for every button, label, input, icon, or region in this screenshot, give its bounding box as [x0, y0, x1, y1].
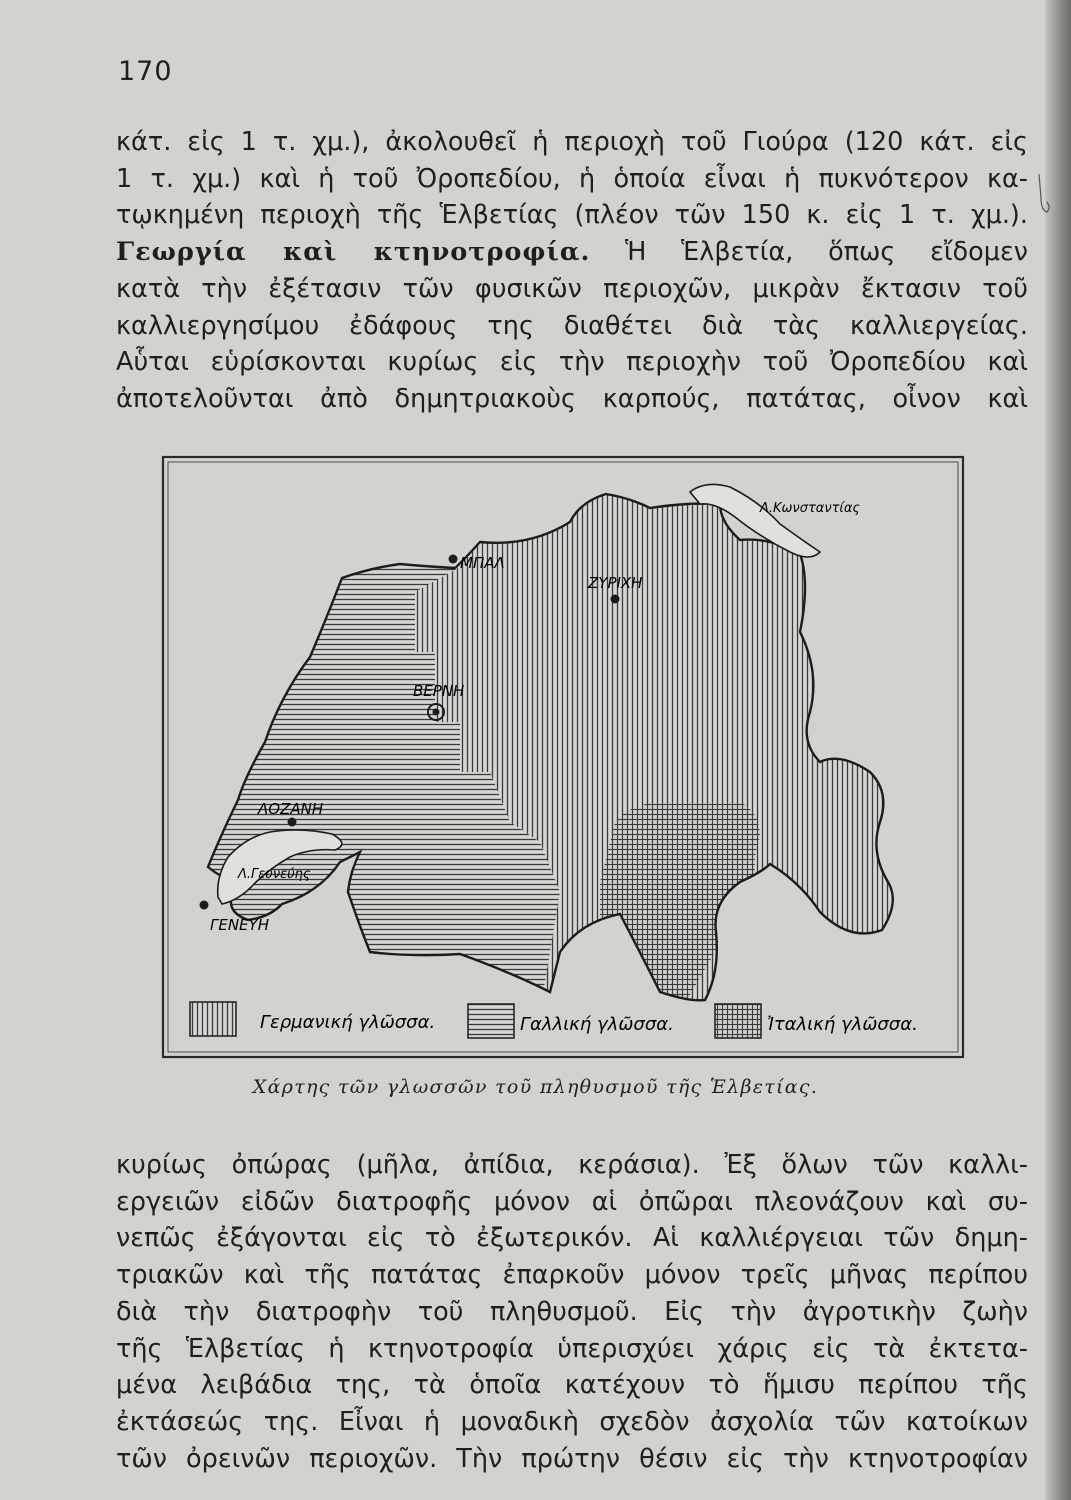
- lake-geneva-label: Λ.Γευνεύης: [238, 867, 311, 882]
- italian-speaking-region: [600, 802, 760, 1012]
- paragraph-line: κυρίως ὀπώρας (μῆλα, ἀπίδια, κεράσια). Ἐξ ὅλων τῶν καλλι-: [116, 1150, 1028, 1180]
- lausanne-marker: [288, 818, 297, 827]
- lake-constance-label: Λ.Κωνσταντίας: [760, 501, 861, 516]
- paragraph-line: εργειῶν εἰδῶν διατροφῆς μόνον αἱ ὀπῶραι πλεονάζουν καὶ συ-: [116, 1186, 1028, 1217]
- paragraph-line: τῆς Ἑλβετίας ἡ κτηνοτροφία ὑπερισχύει χάρις εἰς τὰ ἐκτετα-: [116, 1333, 1028, 1364]
- margin-pencil-mark: [1035, 172, 1055, 232]
- paragraph-bottom: [116, 1147, 1028, 1477]
- paragraph-line: διὰ τὴν διατροφὴν τοῦ πληθυσμοῦ. Εἰς τὴν ἀγροτικὴν ζωὴν: [116, 1296, 1028, 1327]
- paragraph-line: ἐκτάσεώς της. Εἶναι ἡ μοναδικὴ σχεδὸν ἀσχολία τῶν κατοίκων: [116, 1406, 1028, 1437]
- paragraph-line: κατὰ τὴν ἐξέτασιν τῶν φυσικῶν περιοχῶν, μικρὰν ἔκτασιν τοῦ: [116, 273, 1028, 304]
- bern-label: ΒΕΡΝΗ: [413, 682, 465, 700]
- zurich-label: ΖΥΡΙΧΗ: [588, 574, 643, 592]
- geneva-marker: [200, 901, 209, 910]
- paragraph-line: τῳκημένη περιοχὴ τῆς Ἑλβετίας (πλέον τῶν 150 κ. εἰς 1 τ. χμ.).: [116, 200, 1028, 231]
- basel-marker: [449, 555, 458, 564]
- legend-french-swatch: [468, 1004, 514, 1038]
- heading-line-text: Ἡ Ἑλβετία, ὅπως εἴδομεν: [625, 237, 1028, 268]
- paragraph-line: τῶν ὀρεινῶν περιοχῶν. Τὴν πρώτην θέσιν εἰς τὴν κτηνοτροφίαν: [116, 1443, 1028, 1474]
- page-number: 170: [118, 56, 173, 87]
- legend-italian-swatch: [715, 1004, 761, 1038]
- lausanne-label: ΛΟΖΑΝΗ: [258, 800, 324, 818]
- geneva-label: ΓΕΝΕΥΗ: [210, 916, 269, 934]
- basel-label: ΜΠΑΛ: [460, 554, 505, 572]
- paragraph-line: 1 τ. χμ.) καὶ ἡ τοῦ Ὀροπεδίου, ἡ ὁποία εἶναι ἡ πυκνότερον κα-: [116, 163, 1028, 194]
- paragraph-top: [116, 124, 1028, 418]
- map-caption: Χάρτης τῶν γλωσσῶν τοῦ πληθυσμοῦ τῆς Ἑλβετίας.: [252, 1076, 819, 1098]
- zurich-marker: [611, 595, 620, 604]
- section-heading: Γεωργία καὶ κτηνοτροφία.: [116, 237, 591, 268]
- legend-french-label: Γαλλική γλῶσσα.: [520, 1014, 674, 1035]
- paragraph-line: ἀποτελοῦνται ἀπὸ δημητριακοὺς καρπούς, πατάτας, οἶνον καὶ: [116, 383, 1028, 414]
- paragraph-line: νεπῶς ἐξάγονται εἰς τὸ ἐξωτερικόν. Αἱ καλλιέργειαι τῶν δημη-: [116, 1223, 1028, 1254]
- legend-italian-label: Ἰταλική γλῶσσα.: [767, 1014, 918, 1035]
- paragraph-line: κάτ. εἰς 1 τ. χμ.), ἀκολουθεῖ ἡ περιοχὴ τοῦ Γιούρα (120 κάτ. εἰς: [116, 127, 1028, 157]
- switzerland-language-map: [160, 452, 966, 1062]
- paragraph-line: μένα λειβάδια της, τὰ ὁποῖα κατέχουν τὸ ἥμισυ περίπου τῆς: [116, 1370, 1028, 1401]
- paragraph-line: Αὗται εὑρίσκονται κυρίως εἰς τὴν περιοχὴν τοῦ Ὀροπεδίου καὶ: [116, 347, 1028, 378]
- legend-german-swatch: [190, 1002, 236, 1036]
- legend-german-label: Γερμανική γλῶσσα.: [260, 1012, 436, 1033]
- section-heading-line: [116, 234, 1028, 271]
- paragraph-line: τριακῶν καὶ τῆς πατάτας ἐπαρκοῦν μόνον τρεῖς μῆνας περίπου: [116, 1260, 1028, 1291]
- paragraph-line: καλλιεργησίμου ἐδάφους της διαθέτει διὰ τὰς καλλιεργείας.: [116, 310, 1028, 341]
